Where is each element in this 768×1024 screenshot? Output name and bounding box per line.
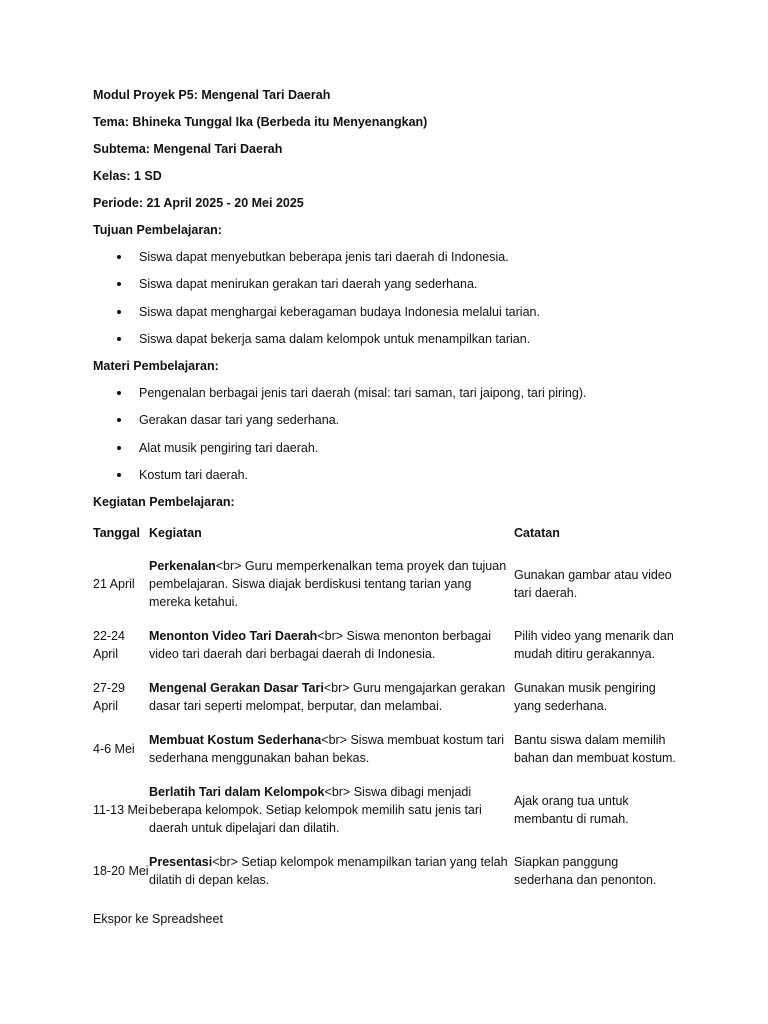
export-spreadsheet-link[interactable]: Ekspor ke Spreadsheet bbox=[93, 912, 223, 927]
cell-note: Pilih video yang menarik dan mudah ditiru gerakannya. bbox=[514, 629, 674, 662]
list-item: Kostum tari daerah. bbox=[139, 466, 698, 484]
activity-title: Mengenal Gerakan Dasar Tari bbox=[149, 681, 324, 696]
cell-activity bbox=[149, 845, 514, 897]
doc-class: Kelas: 1 SD bbox=[93, 169, 162, 183]
activity-title: Membuat Kostum Sederhana bbox=[149, 733, 322, 748]
cell-note: Gunakan musik pengiring yang sederhana. bbox=[514, 681, 656, 714]
cell-date: 27-29 April bbox=[93, 681, 125, 714]
cell-activity bbox=[149, 619, 514, 671]
activity-desc: <br> Setiap kelompok menampilkan tarian yang telah dilatih di depan kelas. bbox=[149, 855, 508, 888]
cell-date: 22-24 April bbox=[93, 629, 125, 662]
column-header-note: Catatan bbox=[514, 526, 560, 541]
objectives-heading: Tujuan Pembelajaran: bbox=[93, 223, 222, 237]
table-row bbox=[93, 671, 678, 723]
table-row bbox=[93, 619, 678, 671]
activity-title: Menonton Video Tari Daerah bbox=[149, 629, 318, 644]
cell-note: Ajak orang tua untuk membantu di rumah. bbox=[514, 794, 629, 827]
activity-desc: <br> Siswa membuat kostum tari sederhana menggunakan bahan bekas. bbox=[149, 733, 504, 766]
list-item: Gerakan dasar tari yang sederhana. bbox=[139, 411, 698, 429]
list-item: Pengenalan berbagai jenis tari daerah (misal: tari saman, tari jaipong, tari piring). bbox=[139, 384, 698, 402]
list-item: Siswa dapat menirukan gerakan tari daerah yang sederhana. bbox=[139, 275, 698, 293]
list-item: Siswa dapat bekerja sama dalam kelompok untuk menampilkan tarian. bbox=[139, 330, 698, 348]
activity-title: Presentasi bbox=[149, 855, 213, 870]
activity-desc: <br> Guru memperkenalkan tema proyek dan tujuan pembelajaran. Siswa diajak berdiskusi tentang tarian yang mereka ketahui. bbox=[149, 559, 507, 610]
cell-date: 4-6 Mei bbox=[93, 742, 135, 757]
cell-note: Siapkan panggung sederhana dan penonton. bbox=[514, 855, 657, 888]
table-row bbox=[93, 775, 678, 845]
activities-table bbox=[93, 517, 678, 897]
cell-activity bbox=[149, 549, 514, 619]
activity-title: Perkenalan bbox=[149, 559, 216, 574]
list-item: Siswa dapat menghargai keberagaman budaya Indonesia melalui tarian. bbox=[139, 303, 698, 321]
objectives-list bbox=[93, 248, 698, 348]
doc-subtheme: Subtema: Mengenal Tari Daerah bbox=[93, 142, 283, 156]
cell-date: 18-20 Mei bbox=[93, 864, 149, 879]
activity-desc: <br> Siswa menonton berbagai video tari daerah dari berbagai daerah di Indonesia. bbox=[149, 629, 492, 662]
activity-desc: <br> Siswa dibagi menjadi beberapa kelompok. Setiap kelompok memilih satu jenis tari daerah untuk dipelajari dan dilatih. bbox=[149, 785, 482, 836]
list-item: Siswa dapat menyebutkan beberapa jenis tari daerah di Indonesia. bbox=[139, 248, 698, 266]
doc-period: Periode: 21 April 2025 - 20 Mei 2025 bbox=[93, 196, 304, 210]
table-row bbox=[93, 845, 678, 897]
cell-note: Bantu siswa dalam memilih bahan dan membuat kostum. bbox=[514, 733, 676, 766]
cell-note: Gunakan gambar atau video tari daerah. bbox=[514, 568, 672, 601]
doc-title: Modul Proyek P5: Mengenal Tari Daerah bbox=[93, 88, 331, 102]
cell-activity bbox=[149, 723, 514, 775]
cell-activity bbox=[149, 775, 514, 845]
activities-heading: Kegiatan Pembelajaran: bbox=[93, 495, 235, 510]
table-row bbox=[93, 549, 678, 619]
doc-theme: Tema: Bhineka Tunggal Ika (Berbeda itu Menyenangkan) bbox=[93, 115, 428, 129]
cell-date: 21 April bbox=[93, 577, 135, 592]
table-header-row bbox=[93, 517, 678, 549]
cell-activity bbox=[149, 671, 514, 723]
cell-date: 11-13 Mei bbox=[93, 803, 148, 818]
column-header-date: Tanggal bbox=[93, 526, 140, 541]
materials-list bbox=[93, 384, 698, 484]
materials-heading: Materi Pembelajaran: bbox=[93, 359, 219, 374]
table-row bbox=[93, 723, 678, 775]
column-header-activity: Kegiatan bbox=[149, 526, 202, 541]
list-item: Alat musik pengiring tari daerah. bbox=[139, 439, 698, 457]
activity-title: Berlatih Tari dalam Kelompok bbox=[149, 785, 325, 800]
activity-desc: <br> Guru mengajarkan gerakan dasar tari seperti melompat, berputar, dan melambai. bbox=[149, 681, 506, 714]
